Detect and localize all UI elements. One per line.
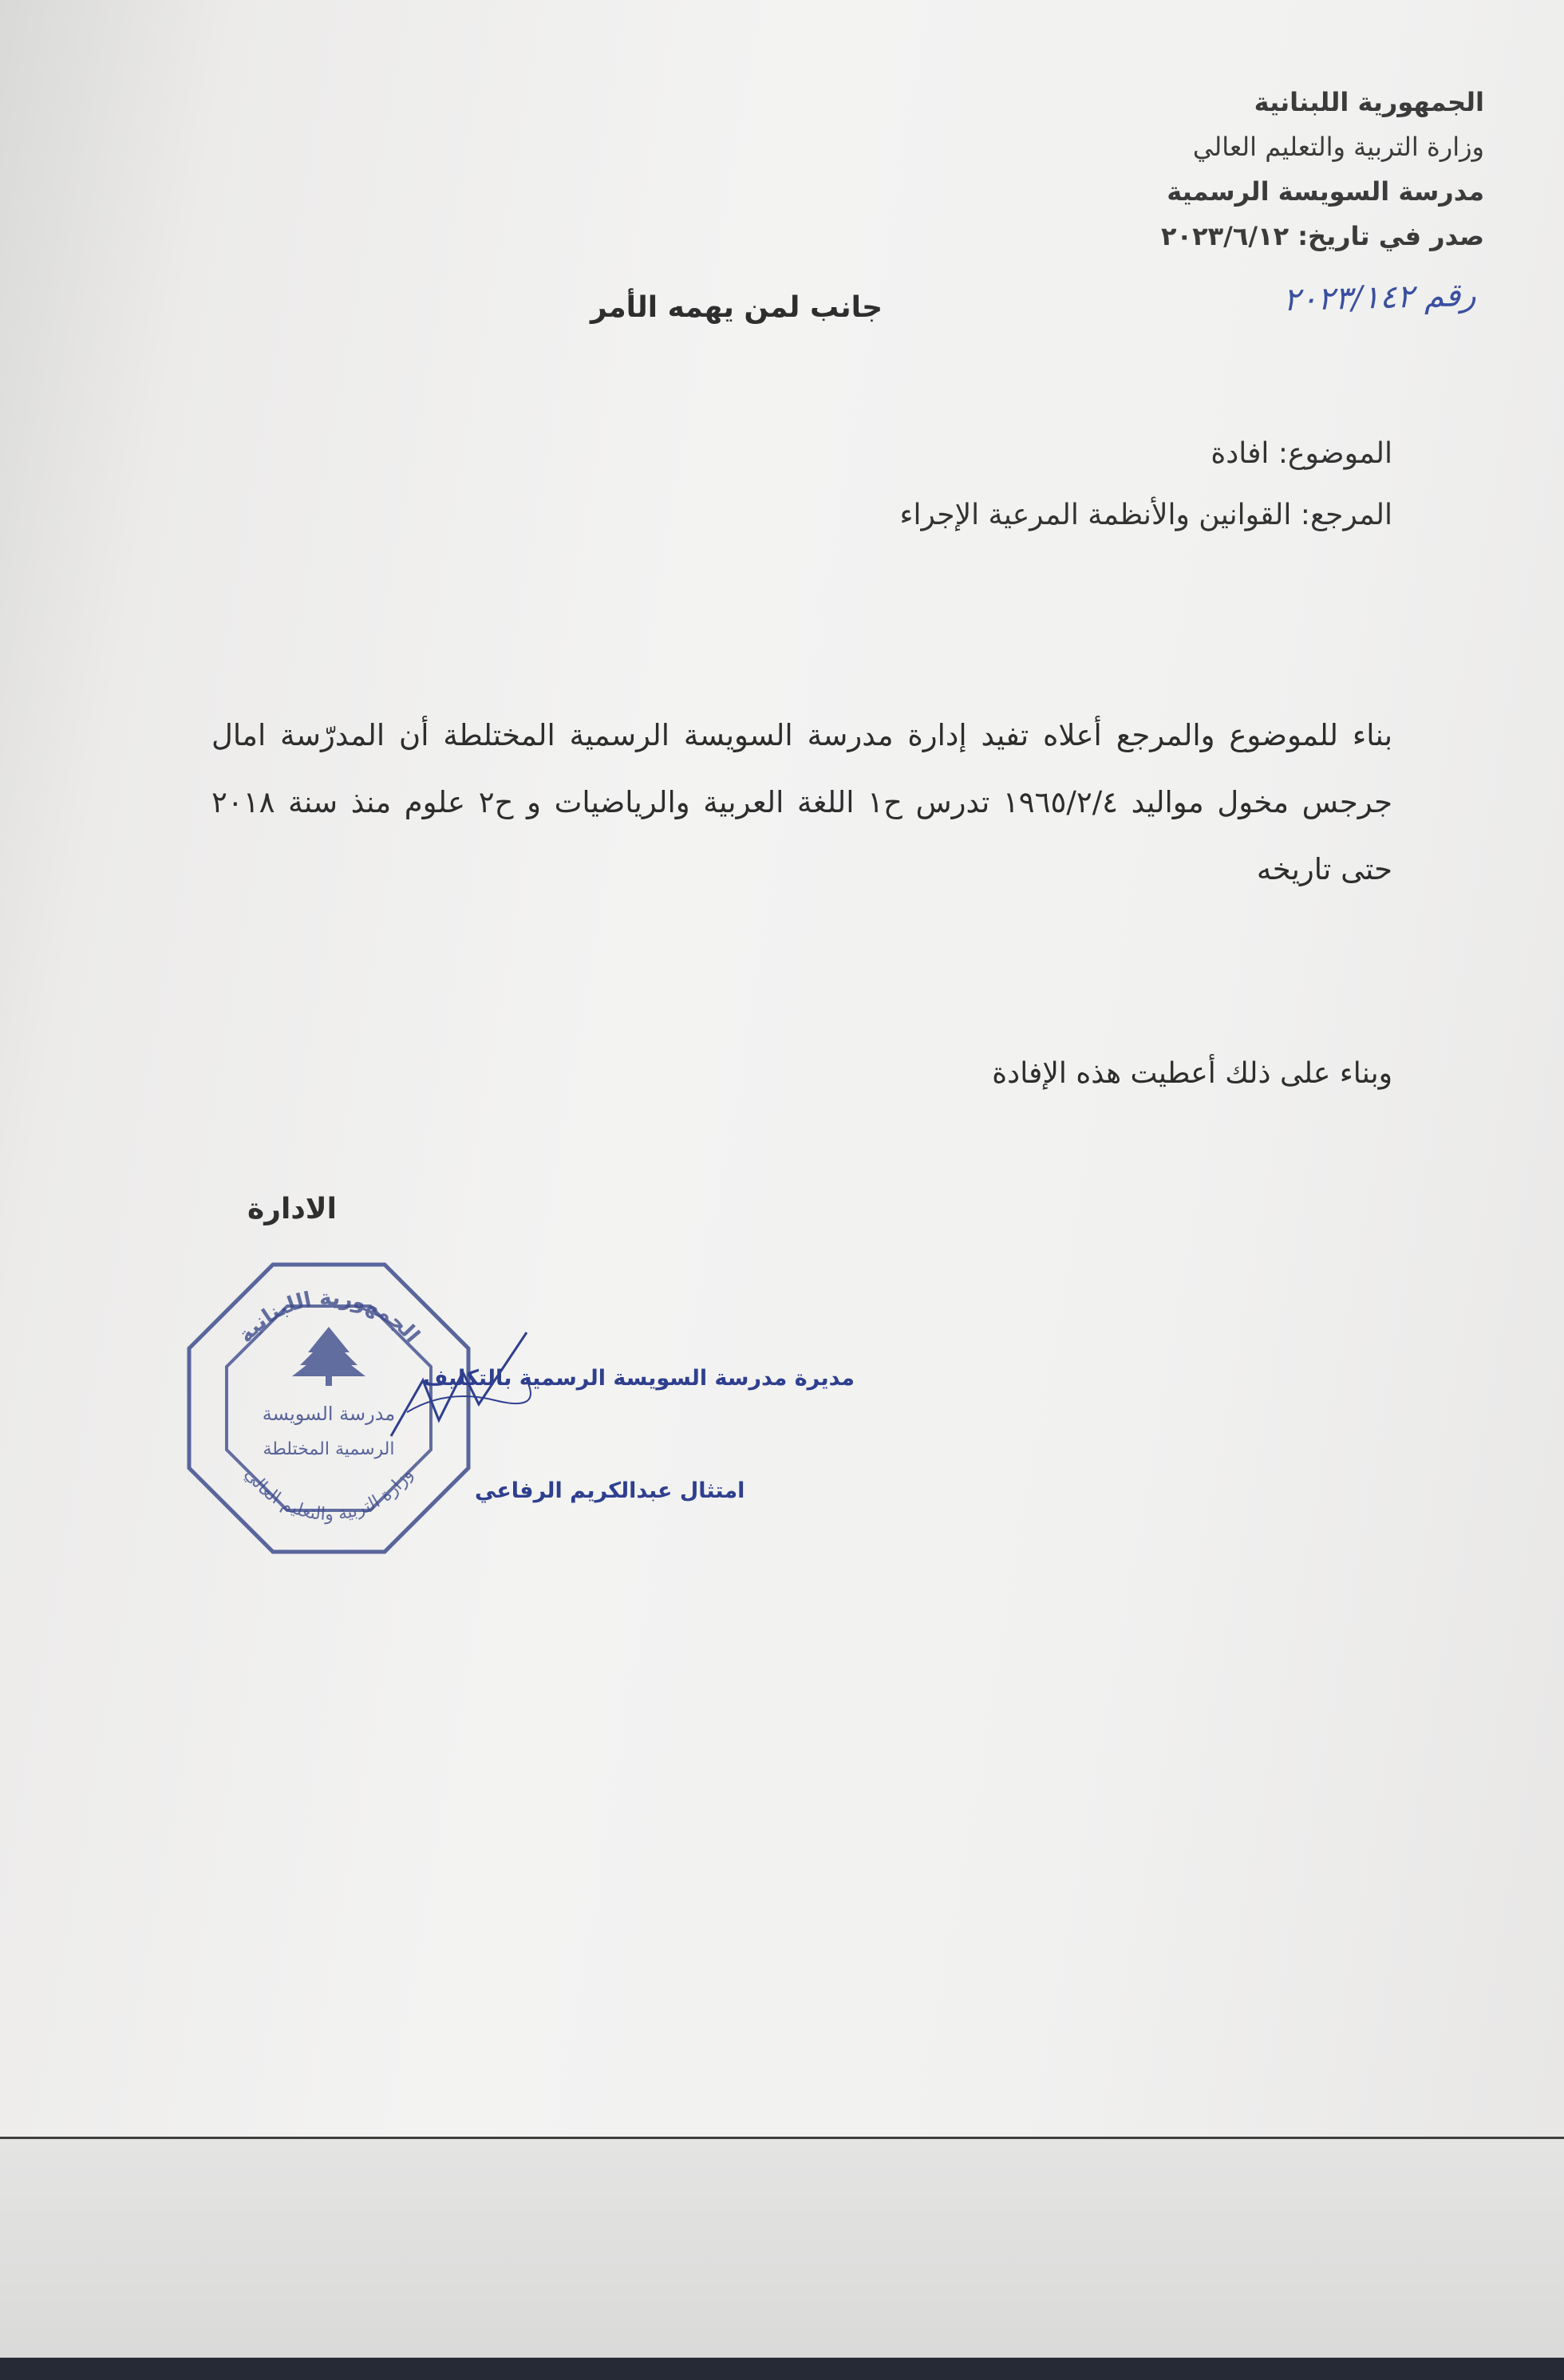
certificate-body: بناء للموضوع والمرجع أعلاه تفيد إدارة مدرسة السويسة الرسمية المختلطة أن المدرّسة امال جرجس مخول مواليد ١٩٦٥/٢/٤ تدرس ح١ اللغة العربية والرياضيات و ح٢ علوم منذ سنة ٢٠١٨ حتى تاريخه: [211, 718, 1392, 886]
stamp-bottom-text: وزارة التربية والتعليم العالي: [240, 1464, 417, 1525]
director-title: مديرة مدرسة السويسة الرسمية بالتكليف: [423, 1366, 855, 1391]
ministry-heading: وزارة التربية والتعليم العالي: [1192, 132, 1484, 162]
background-table-edge: [0, 2358, 1564, 2380]
cedar-icon: [292, 1327, 365, 1386]
stamp-center-line-1: مدرسة السويسة: [262, 1403, 396, 1425]
administration-label: الادارة: [247, 1193, 337, 1226]
republic-heading: الجمهورية اللبنانية: [1254, 87, 1484, 117]
addressee-heading: جانب لمن يهمه الأمر: [590, 291, 883, 324]
stamp-top-text: الجمهورية اللبنانية: [233, 1285, 425, 1348]
stamp-center-line-2: الرسمية المختلطة: [263, 1439, 395, 1459]
school-heading: مدرسة السويسة الرسمية: [1167, 176, 1484, 207]
director-name: امتثال عبدالكريم الرفاعي: [475, 1478, 745, 1503]
handwritten-ref-number: رقم ٢٠٢٣/١٤٢: [1282, 276, 1477, 319]
paper-bottom-area: [0, 2139, 1564, 2380]
subject-line: الموضوع: افادة: [1211, 437, 1392, 470]
reference-line: المرجع: القوانين والأنظمة المرعية الإجراء: [899, 499, 1392, 531]
issue-date: صدر في تاريخ: ٢٠٢٣/٦/١٢: [1161, 221, 1484, 251]
closing-statement: وبناء على ذلك أعطيت هذه الإفادة: [992, 1057, 1392, 1090]
document-header: [1037, 80, 1484, 259]
